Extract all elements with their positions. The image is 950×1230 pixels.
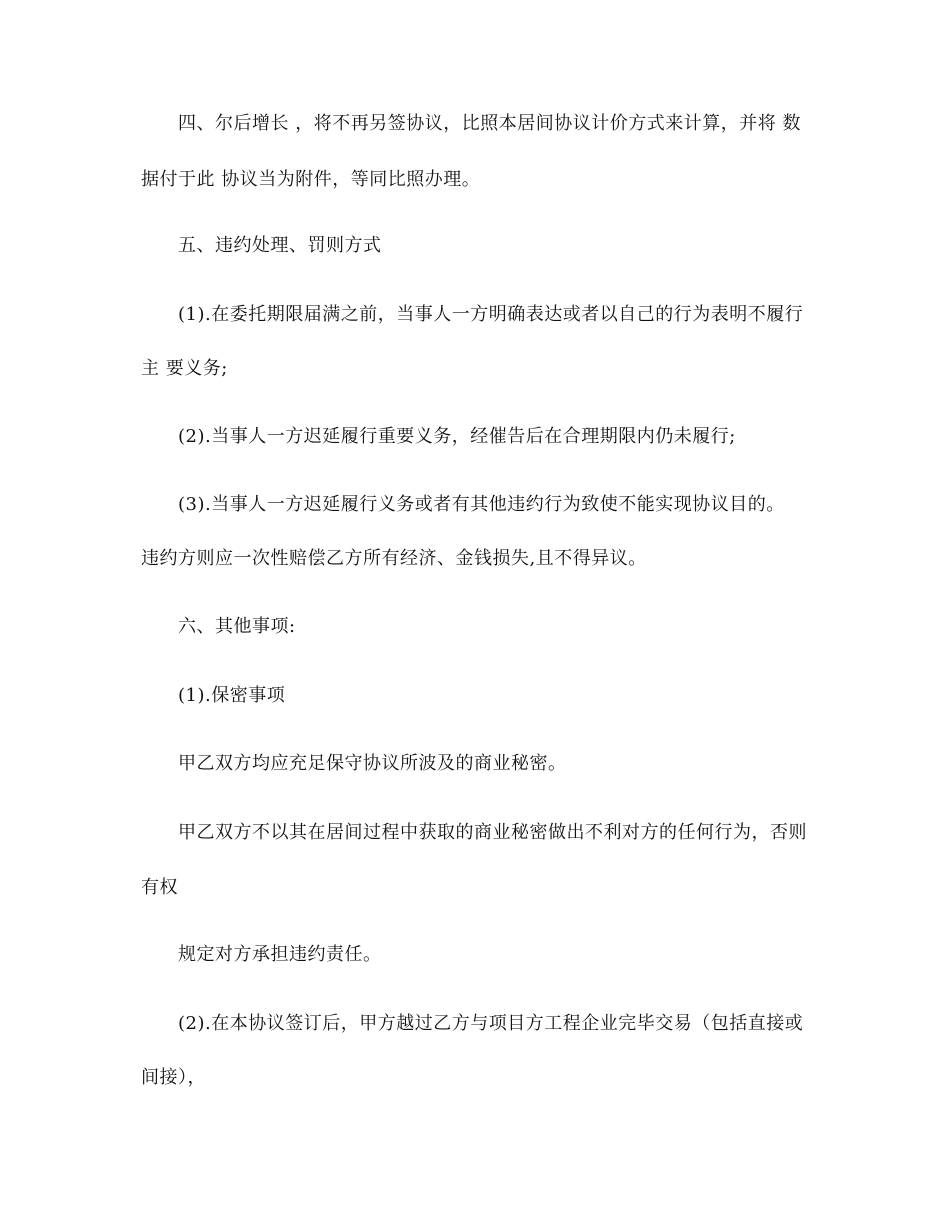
paragraph-line: 甲乙双方不以其在居间过程中获取的商业秘密做出不利对方的任何行为，否则 xyxy=(178,822,807,843)
paragraph-line: 四、尔后增长 ，将不再另签协议，比照本居间协议计价方式来计算，并将 数 xyxy=(178,113,801,134)
paragraph-line: 规定对方承担违约责任。 xyxy=(178,944,382,965)
section-heading: 六、其他事项: xyxy=(178,616,296,637)
paragraph-line: 主 要义务; xyxy=(141,358,228,379)
section-heading: 五、违约处理、罚则方式 xyxy=(178,235,382,256)
paragraph-line: 间接）， xyxy=(141,1067,206,1088)
paragraph-line: (3).当事人一方迟延履行义务或者有其他违约行为致使不能实现协议目的。 xyxy=(178,494,785,515)
paragraph-line: 有权 xyxy=(141,877,178,898)
paragraph-line: (1).在委托期限届满之前，当事人一方明确表达或者以自己的行为表明不履行 xyxy=(178,304,804,325)
paragraph-line: (2).当事人一方迟延履行重要义务，经催告后在合理期限内仍未履行; xyxy=(178,426,736,447)
paragraph-line: (2).在本协议签订后，甲方越过乙方与项目方工程企业完毕交易（包括直接或 xyxy=(178,1013,804,1034)
paragraph-line: (1).保密事项 xyxy=(178,685,286,706)
paragraph-line: 甲乙双方均应充足保守协议所波及的商业秘密。 xyxy=(178,753,567,774)
paragraph-line: 违约方则应一次性赔偿乙方所有经济、金钱损失,且不得异议。 xyxy=(141,548,647,569)
paragraph-line: 据付于此 协议当为附件，等同比照办理。 xyxy=(141,169,481,190)
